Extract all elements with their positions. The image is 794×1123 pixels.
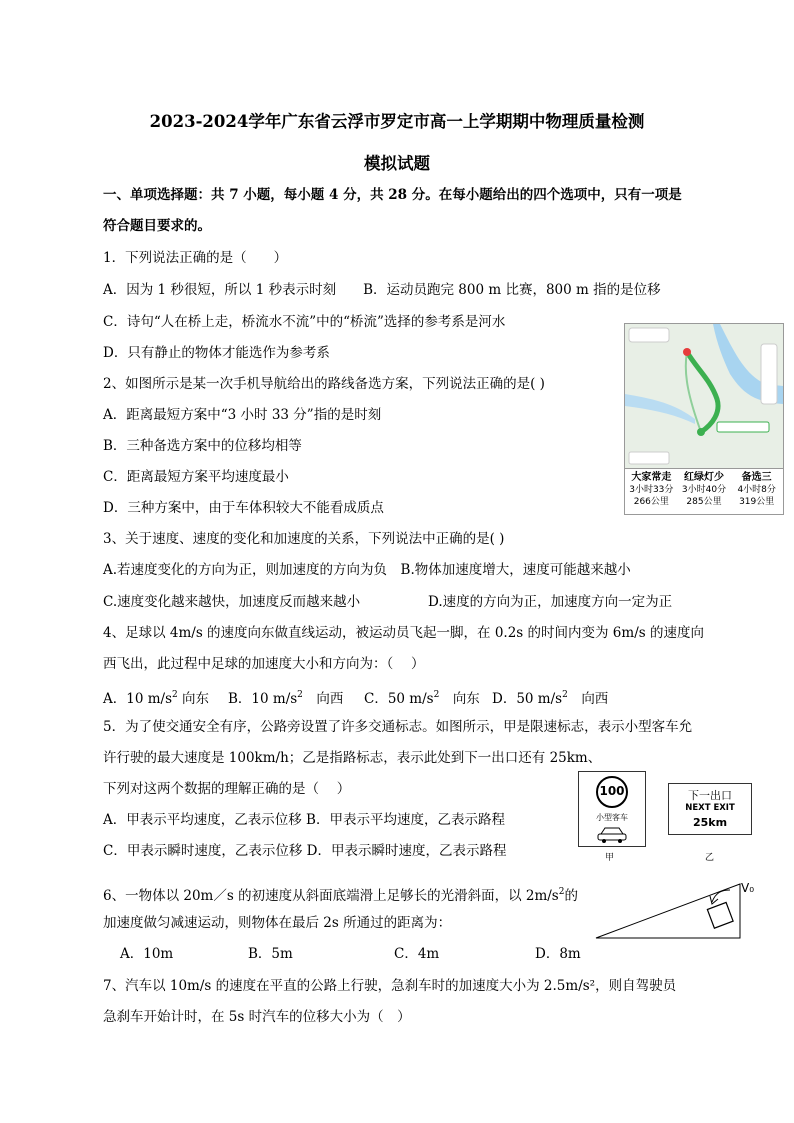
speed-limit-text: 小型客车 xyxy=(596,813,628,822)
q3-option-d: D.速度的方向为正，加速度方向一定为正 xyxy=(428,594,673,610)
q5-options-ab: A．甲表示平均速度，乙表示位移 B．甲表示平均速度，乙表示路程 xyxy=(103,812,505,828)
q4-option-b: B．10 $m/s^2$ 向西 xyxy=(228,690,344,707)
speed-limit-sign xyxy=(578,771,646,847)
q5-stem: 5．为了使交通安全有序，公路旁设置了许多交通标志。如图所示，甲是限速标志，表示小型客车允 xyxy=(103,719,693,735)
map-image xyxy=(625,324,783,468)
exit-sign-line2: NEXT EXIT xyxy=(685,803,735,813)
q4-option-a: A．10 $m/s^2$ 向东 xyxy=(103,690,210,707)
q6-stem-cont: 加速度做匀减速运动，则物体在最后 2s 所通过的距离为： xyxy=(103,915,452,931)
q1-options-ab: A．因为 1 秒很短，所以 1 秒表示时刻 B．运动员跑完 800 m 比赛，800 m 指的是位移 xyxy=(103,282,661,298)
q2-option-a: A．距离最短方案中“3 小时 33 分”指的是时刻 xyxy=(103,407,382,423)
sliding-block xyxy=(707,902,733,928)
route-option-3: 备选三 4小时8分 319公里 xyxy=(737,472,776,507)
q6-stem: 6、一物体以 20m／s 的初速度从斜面底端滑上足够长的光滑斜面，以 $2m/s^2$的 xyxy=(103,887,578,904)
exit-sign xyxy=(668,783,752,835)
q6-option-a: A．10m xyxy=(120,946,174,962)
exit-sign-line3: 25km xyxy=(692,816,728,829)
q1-option-c: C．诗句“人在桥上走，桥流水不流”中的“桥流”选择的参考系是河水 xyxy=(103,314,506,330)
q1-stem: 1．下列说法正确的是（ ） xyxy=(103,250,288,266)
q5-options-cd: C．甲表示瞬时速度，乙表示位移 D．甲表示瞬时速度，乙表示路程 xyxy=(103,843,507,859)
exit-sign-line1: 下一出口 xyxy=(688,789,732,802)
q2-option-d: D．三种方案中，由于车体积较大不能看成质点 xyxy=(103,500,384,516)
navigation-map-figure xyxy=(624,323,784,515)
velocity-arrow xyxy=(712,890,730,902)
q4-option-c: C．50 $m/s^2$ 向东 xyxy=(364,690,480,707)
q2-option-c: C．距离最短方案平均速度最小 xyxy=(103,469,289,485)
q3-option-c: C.速度变化越来越快，加速度反而越来越小 xyxy=(103,594,361,610)
q6-option-d: D．8m xyxy=(535,946,581,962)
route-option-2: 红绿灯少 3小时40分 285公里 xyxy=(681,472,727,507)
q4-option-d: D．50 $m/s^2$ 向西 xyxy=(492,690,609,707)
q7-stem-cont: 急刹车开始计时，在 5s 时汽车的位移大小为（ ） xyxy=(103,1009,411,1025)
q7-stem: 7、汽车以 10m/s 的速度在平直的公路上行驶，急刹车时的加速度大小为 2.5m/s²，则自驾驶员 xyxy=(103,978,677,994)
q2-stem: 2、如图所示是某一次手机导航给出的路线备选方案，下列说法正确的是( ) xyxy=(103,376,545,392)
page-subtitle: 模拟试题 xyxy=(364,154,430,173)
sign-label-jia: 甲 xyxy=(605,853,615,863)
sign-label-yi: 乙 xyxy=(705,853,715,863)
q2-option-b: B．三种备选方案中的位移均相等 xyxy=(103,438,302,454)
q4-stem-cont: 西飞出，此过程中足球的加速度大小和方向为：（ ） xyxy=(103,656,425,672)
section-heading: 一、单项选择题：共 7 小题，每小题 4 分，共 28 分。在每小题给出的四个选项中，只有一项是 xyxy=(103,187,682,203)
q4-stem: 4、足球以 4m/s 的速度向东做直线运动，被运动员飞起一脚，在 0.2s 的时间内变为 6m/s 的速度向 xyxy=(103,625,704,641)
q3-stem: 3、关于速度、速度的变化和加速度的关系，下列说法中正确的是( ) xyxy=(103,531,505,547)
q5-stem-question: 下列对这两个数据的理解正确的是（ ） xyxy=(103,781,351,797)
route-option-1: 大家常走 3小时33分 266公里 xyxy=(629,472,674,507)
q6-option-c: C．4m xyxy=(394,946,440,962)
q3-options-ab: A.若速度变化的方向为正，则加速度的方向为负 B.物体加速度增大，速度可能越来越小 xyxy=(103,562,631,578)
q5-stem-cont: 许行驶的最大速度是 100km/h；乙是指路标志，表示此处到下一出口还有 25km、 xyxy=(103,750,602,766)
initial-velocity-label: V₀ xyxy=(741,881,755,895)
route-options-table xyxy=(625,468,783,515)
page-title: 2023-2024学年广东省云浮市罗定市高一上学期期中物理质量检测 xyxy=(149,112,645,131)
section-heading-cont: 符合题目要求的。 xyxy=(103,218,211,234)
q1-option-d: D．只有静止的物体才能选作为参考系 xyxy=(103,345,330,361)
q6-option-b: B．5m xyxy=(248,946,293,962)
speed-limit-value: 100 xyxy=(599,784,625,798)
incline-diagram xyxy=(594,880,764,942)
